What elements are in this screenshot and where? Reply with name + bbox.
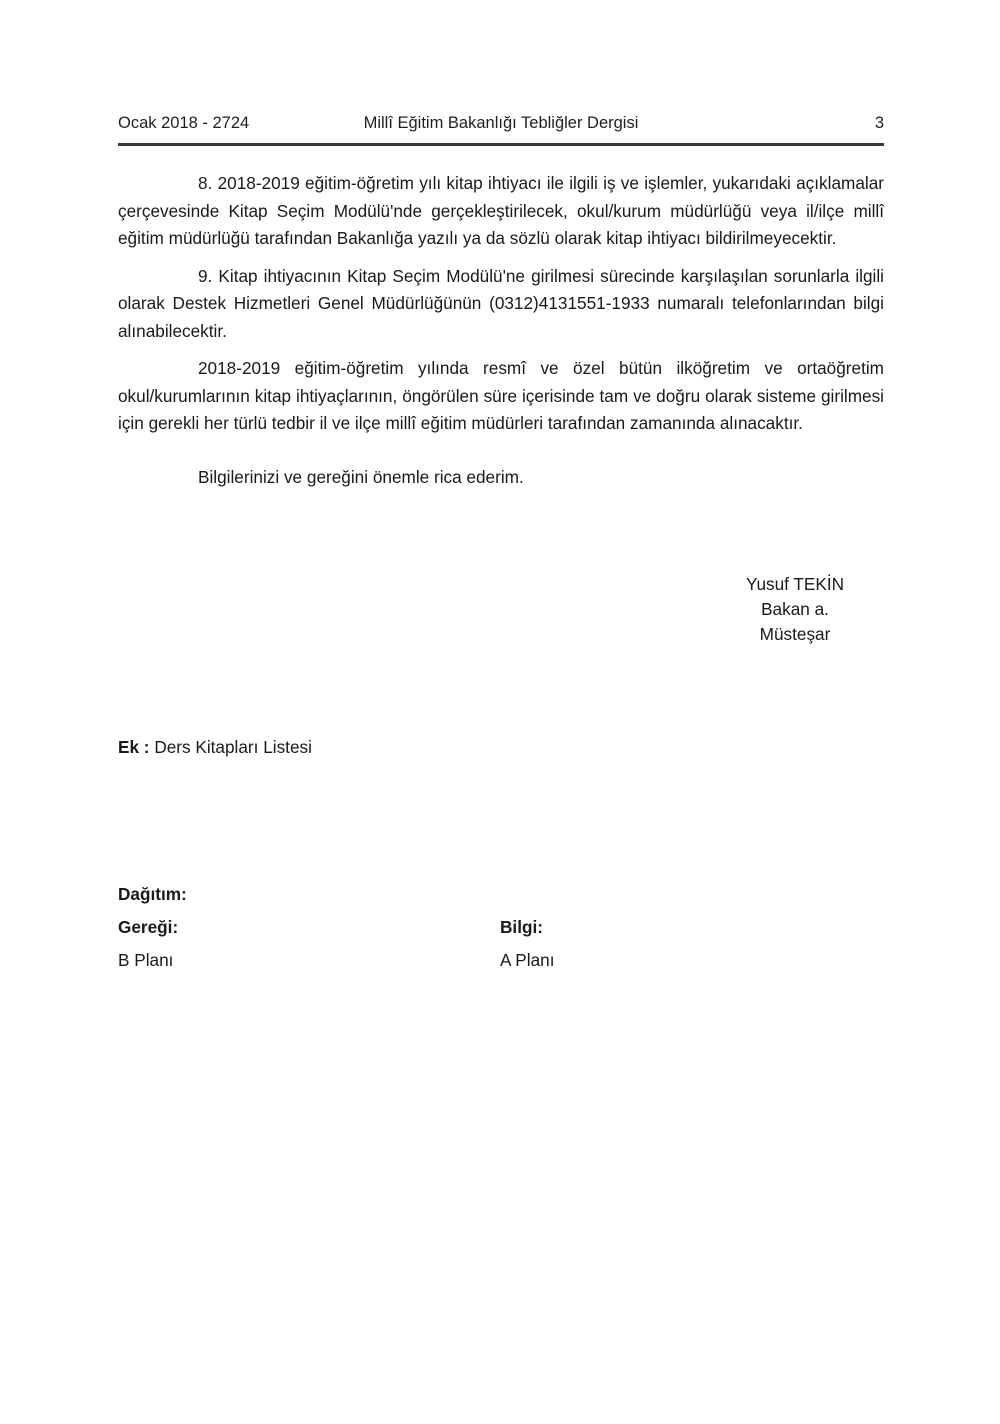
page-number: 3 — [874, 114, 884, 132]
header-issue-label: Ocak 2018 - 2724 — [118, 114, 250, 132]
page-header — [118, 112, 884, 138]
distribution-heading-row — [118, 878, 718, 911]
signer-title: Müsteşar — [759, 624, 831, 644]
distribution-heading: Dağıtım: — [118, 884, 187, 904]
paragraph-9: 9. Kitap ihtiyacının Kitap Seçim Modülü'ne girilmesi sürecinde karşılaşılan sorunlarla ilgili olarak Destek Hizmetleri Genel Müdürlüğünün (0312)4131551-1933 numaralı telefonlarından bilgi alınabilecektir. — [118, 265, 884, 341]
signer-role: Bakan a. — [761, 599, 829, 619]
distribution-required-heading: Gereği: — [118, 917, 179, 937]
closing-sentence: Bilgilerinizi ve gereğini önemle rica ederim. — [198, 466, 524, 487]
distribution-info-value: A Planı — [500, 950, 555, 970]
distribution-subheading-row — [118, 911, 718, 944]
paragraph-8: 8. 2018-2019 eğitim-öğretim yılı kitap ihtiyacı ile ilgili iş ve işlemler, yukarıdaki açıklamalar çerçevesinde Kitap Seçim Modülü'nde gerçekleştirilecek, okul/kurum müdürlüğü veya il/ilçe millî eğitim müdürlüğü tarafından Bakanlığa yazılı ya da sözlü olarak kitap ihtiyacı bildirilmeyecektir. — [118, 173, 884, 248]
header-publication-title: Millî Eğitim Bakanlığı Tebliğler Dergisi — [363, 114, 639, 132]
distribution-value-row — [118, 944, 718, 977]
attachment-value: Ders Kitapları Listesi — [154, 737, 312, 757]
distribution-block — [118, 878, 718, 977]
signature-block — [660, 572, 930, 647]
paragraph-closing-instruction: 2018-2019 eğitim-öğretim yılında resmî ve özel bütün ilköğretim ve ortaöğretim okul/kurumlarının kitap ihtiyaçlarının, öngörülen süre içerisinde tam ve doğru olarak sisteme girilmesi için gerekli her türlü tedbir il ve ilçe millî eğitim müdürleri tarafından zamanında alınacaktır. — [118, 358, 884, 433]
header-divider — [118, 143, 884, 146]
attachment-label: Ek : — [118, 737, 150, 757]
distribution-info-heading: Bilgi: — [500, 917, 543, 937]
distribution-required-value: B Planı — [118, 950, 174, 970]
signer-name: Yusuf TEKİN — [745, 574, 845, 594]
attachment-line — [118, 735, 312, 760]
document-body — [118, 170, 884, 491]
